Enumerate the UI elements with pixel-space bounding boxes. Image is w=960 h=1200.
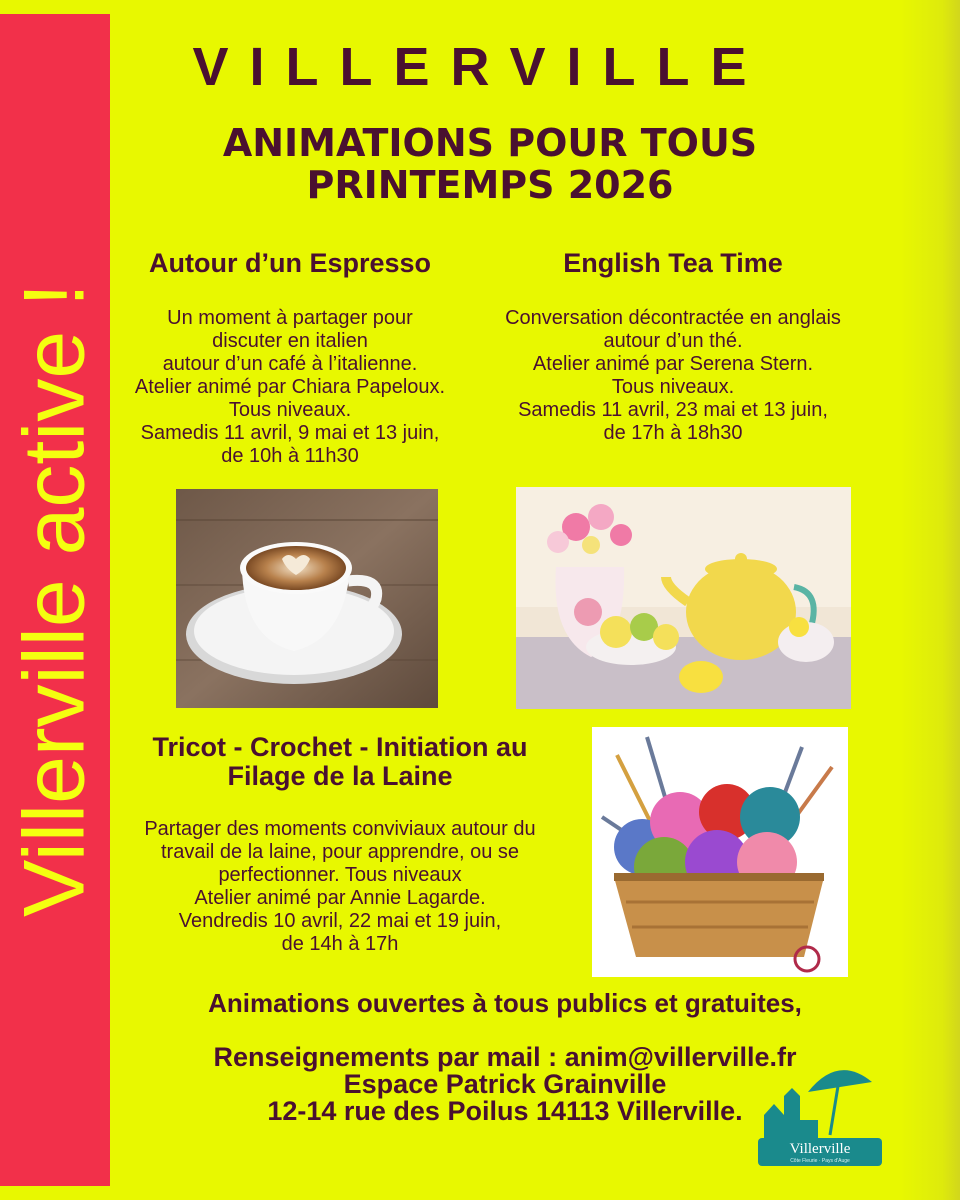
tea-description	[480, 307, 866, 445]
knit-line: Atelier animé par Annie Lagarde.	[194, 887, 486, 909]
knit-line: de 14h à 17h	[281, 933, 399, 955]
espresso-line: autour d’un café à l’italienne.	[162, 353, 418, 375]
tea-line: Samedis 11 avril, 23 mai et 13 juin,	[518, 399, 828, 421]
page-title: VILLERVILLE	[192, 37, 768, 97]
knit-line: travail de la laine, pour apprendre, ou se	[160, 841, 519, 863]
espresso-line: discuter en italien	[212, 330, 368, 352]
coffee-cup-icon	[176, 489, 438, 708]
tea-line: Atelier animé par Serena Stern.	[532, 353, 814, 375]
espresso-line: de 10h à 11h30	[221, 445, 359, 467]
tea-line: autour d’un thé.	[603, 330, 743, 352]
footer-address-line: 12-14 rue des Poilus 14113 Villerville.	[267, 1096, 743, 1126]
tea-image	[516, 487, 851, 709]
knit-title-line-2: Filage de la Laine	[227, 761, 453, 791]
side-banner-text: Villerville active !	[6, 282, 103, 918]
espresso-line: Atelier animé par Chiara Papeloux.	[134, 376, 446, 398]
tea-title: English Tea Time	[563, 248, 783, 278]
knit-description	[100, 818, 580, 956]
tea-line: Tous niveaux.	[611, 376, 735, 398]
espresso-line: Tous niveaux.	[228, 399, 352, 421]
espresso-line: Samedis 11 avril, 9 mai et 13 juin,	[140, 422, 440, 444]
yarn-basket-icon	[592, 727, 848, 977]
espresso-description	[110, 307, 470, 468]
right-edge-shadow	[900, 0, 960, 1200]
umbrella-logo-icon	[758, 1060, 882, 1166]
subtitle-line-2: PRINTEMPS 2026	[306, 163, 674, 207]
logo-tagline: Côte Fleurie · Pays d'Auge	[790, 1158, 850, 1164]
page-subtitle	[110, 122, 870, 206]
footer-email-line: Renseignements par mail : anim@villerville.fr	[213, 1042, 797, 1072]
footer-venue-line: Espace Patrick Grainville	[343, 1069, 667, 1099]
coffee-image	[176, 489, 438, 708]
footer-free-events: Animations ouvertes à tous publics et gratuites,	[208, 988, 802, 1018]
villerville-logo	[758, 1060, 882, 1166]
espresso-title: Autour d’un Espresso	[148, 248, 432, 278]
espresso-line: Un moment à partager pour	[167, 307, 413, 329]
logo-name: Villerville	[789, 1141, 851, 1157]
tea-line: Conversation décontractée en anglais	[505, 307, 841, 329]
knit-title	[110, 733, 570, 791]
knit-title-line-1: Tricot - Crochet - Initiation au	[152, 732, 528, 762]
knit-line: perfectionner. Tous niveaux	[218, 864, 462, 886]
subtitle-line-1: ANIMATIONS POUR TOUS	[222, 121, 758, 165]
teapot-icon	[516, 487, 851, 709]
knit-line: Partager des moments conviviaux autour du	[144, 818, 536, 840]
knit-line: Vendredis 10 avril, 22 mai et 19 juin,	[178, 910, 502, 932]
yarn-image	[592, 727, 848, 977]
tea-line: de 17h à 18h30	[603, 422, 743, 444]
